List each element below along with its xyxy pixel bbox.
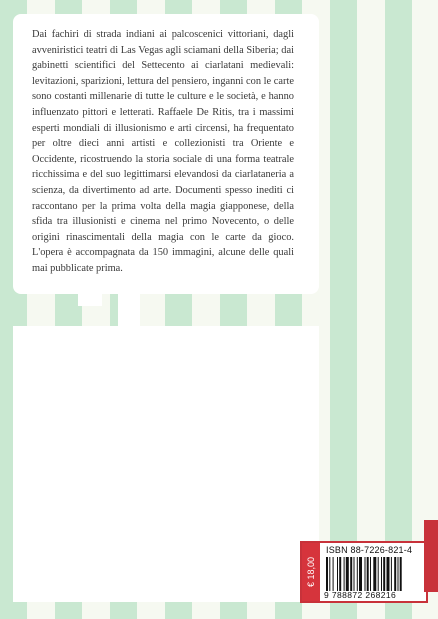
text-panel-lower [13,326,319,602]
barcode-icon [326,557,422,591]
panel-decoration [118,294,140,326]
price-label: € 18,00 [306,556,316,588]
ean-number: 9 788872 268216 [324,590,397,600]
publisher-tag [424,520,438,592]
price-strip [302,543,320,601]
panel-decoration [78,294,102,306]
isbn-label: ISBN 88-7226-821-4 [326,545,413,555]
barcode-block [300,541,428,603]
back-cover-blurb: Dai fachiri di strada indiani ai palcoscenici vittoriani, dagli avveniristici teatri di Las Vegas agli sciamani della Siberia; dai gabinetti scientifici del Settecento ai ciarlatani medievali: levitazioni, sparizioni, lettura del pensiero, inganni con le carte sono costanti millenarie di tutte le culture e le società, e hanno influenzato pittori e letterati. Raffaele De Ritis, tra i massimi esperti mondiali di illusionismo e arti circensi, ha frequentato per oltre dieci anni artisti e collezionisti tra Oriente e Occidente, ricostruendo la storia sociale di una forma teatrale ricchissima e del suo legittimarsi elevandosi da ciarlataneria a scienza, da divertimento ad arte. Documenti spesso inediti ci raccontano per la prima volta della magia giapponese, della sfida tra illusionisti e cinema nel primo Novecento, o delle origini rinascimentali della magia con le carte da gioco. L'opera è accompagnata da 150 immagini, alcune delle quali mai pubblicate prima. [32,29,294,274]
